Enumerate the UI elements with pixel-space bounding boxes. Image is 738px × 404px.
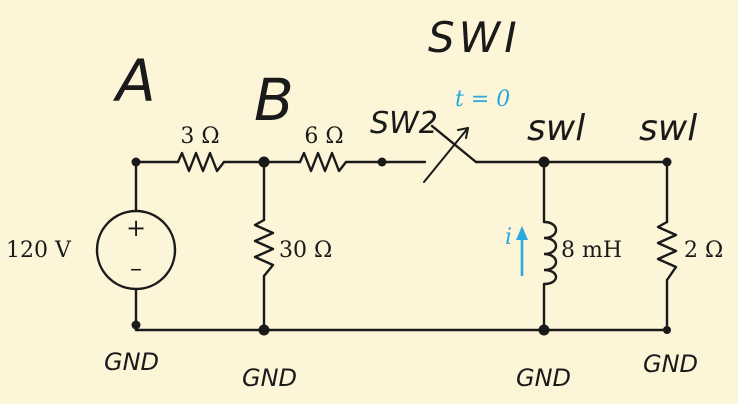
node-gnd2 [259,325,270,336]
node-gnd1 [132,321,141,330]
label-120v: 120 V [6,238,71,263]
annotation-sw1-left: swl [527,108,586,149]
source-minus-sign: – [130,254,142,282]
annotation-sw1-title: SWI [428,13,521,62]
annotation-gnd3: GND [516,364,572,392]
current-arrow [516,226,528,276]
node-sw1-left [539,157,550,168]
annotation-gnd4: GND [643,350,699,378]
label-2ohm: 2 Ω [684,238,724,263]
label-8mh: 8 mH [561,238,623,263]
annotation-gnd2: GND [242,364,298,392]
label-switch-time: t = 0 [455,87,511,112]
node-gnd3 [539,325,550,336]
node-top-left [132,158,141,167]
node-gnd4 [663,326,671,334]
annotation-node-a: A [116,47,156,115]
label-3ohm: 3 Ω [180,124,220,149]
node-b [259,157,270,168]
resistor-3ohm [178,153,224,171]
resistor-6ohm [300,153,346,171]
annotation-sw1-right: swl [639,108,698,149]
annotation-gnd1: GND [104,348,160,376]
label-6ohm: 6 Ω [304,124,344,149]
annotation-node-b: B [254,66,294,134]
source-plus-sign: + [125,214,147,242]
annotation-sw2: SW2 [370,106,438,141]
inductor-8mh [544,222,556,284]
node-sw2 [378,158,387,167]
resistor-30ohm [255,220,273,276]
label-30ohm: 30 Ω [279,238,333,263]
node-sw1-right [663,158,672,167]
resistor-2ohm [658,222,676,280]
label-current-i: i [505,225,513,250]
